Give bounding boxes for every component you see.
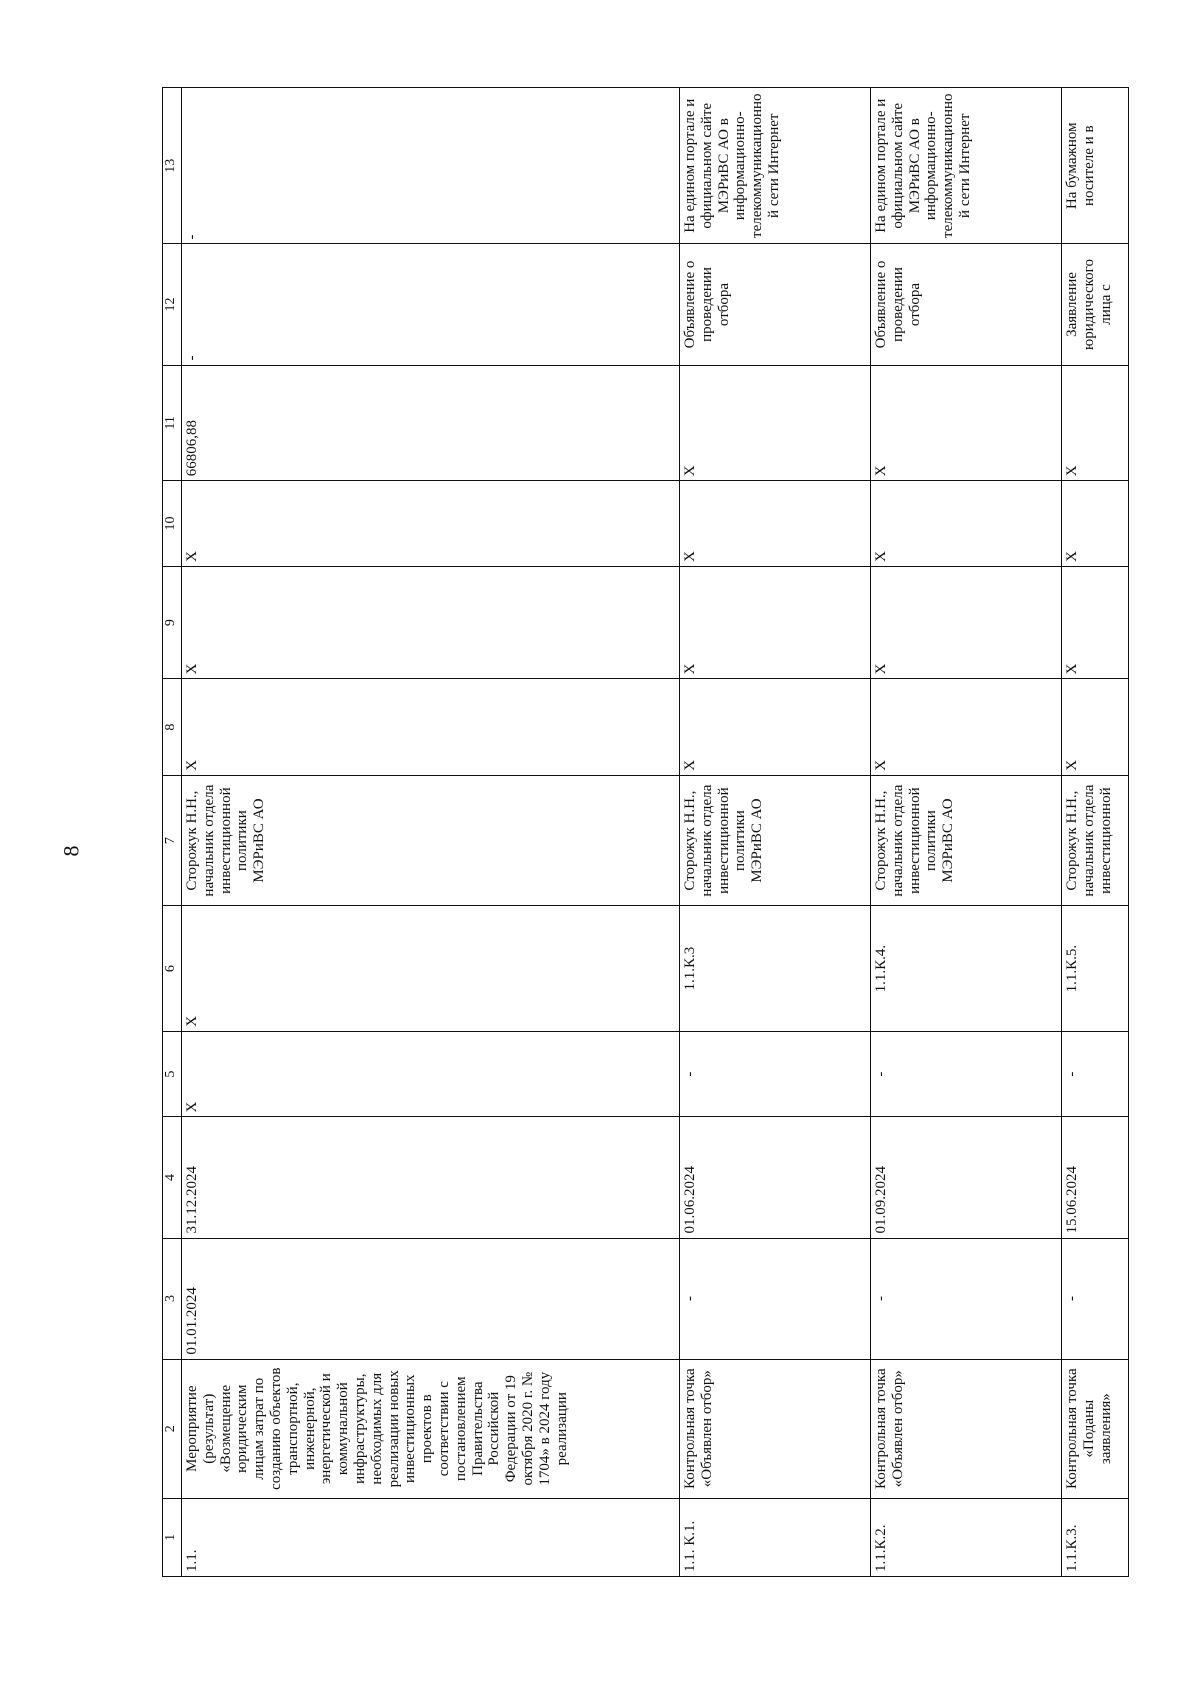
cell-col5: -: [871, 1031, 1062, 1117]
cell-col11: X: [871, 365, 1062, 481]
col-number: 12: [163, 244, 182, 365]
col-number: 2: [163, 1359, 182, 1498]
cell-col8: X: [871, 679, 1062, 775]
page-number: 8: [58, 845, 84, 857]
col-number: 8: [163, 679, 182, 775]
cell-name: Контрольная точка «Объявлен отбор»: [871, 1359, 1062, 1498]
cell-col8: X: [1062, 679, 1129, 775]
cell-end-date: 01.06.2024: [680, 1117, 871, 1238]
cell-col10: X: [871, 481, 1062, 567]
cell-col8: X: [182, 679, 680, 775]
cell-responsible: Сторожук Н.Н., начальник отдела инвестиционной: [1062, 775, 1129, 906]
rotated-table-wrapper: [162, 87, 1129, 1577]
cell-col5: -: [1062, 1031, 1129, 1117]
col-number: 3: [163, 1238, 182, 1359]
cell-col9: X: [680, 566, 871, 678]
cell-name: Контрольная точка «Поданы заявления»: [1062, 1359, 1129, 1498]
cell-number: 1.1.: [182, 1498, 680, 1576]
cell-col9: X: [1062, 566, 1129, 678]
cell-start-date: -: [680, 1238, 871, 1359]
cell-start-date: -: [871, 1238, 1062, 1359]
cell-responsible: Сторожук Н.Н., начальник отдела инвестиционной политики МЭРиВС АО: [182, 775, 680, 906]
cell-col6: 1.1.К.4.: [871, 906, 1062, 1031]
cell-end-date: 01.09.2024: [871, 1117, 1062, 1238]
col-number: 11: [163, 365, 182, 481]
cell-col12: -: [182, 244, 680, 365]
table-row: [1062, 88, 1129, 1577]
cell-col11: X: [1062, 365, 1129, 481]
cell-col8: X: [680, 679, 871, 775]
cell-amount: 66806,88: [182, 365, 680, 481]
cell-source: На едином портале и официальном сайте МЭРиВС АО в информационно-телекоммуникационной сети Интернет: [871, 88, 1062, 244]
cell-end-date: 15.06.2024: [1062, 1117, 1129, 1238]
cell-responsible: Сторожук Н.Н., начальник отдела инвестиционной политики МЭРиВС АО: [871, 775, 1062, 906]
cell-result: Объявление о проведении отбора: [680, 244, 871, 365]
cell-start-date: -: [1062, 1238, 1129, 1359]
cell-col5: -: [680, 1031, 871, 1117]
cell-name: Мероприятие (результат) «Возмещение юридическим лицам затрат по созданию объектов транспортной, инженерной, энергетической и коммунальной инфраструктуры, необходимых для реализации новых инвестиционных проектов в соответствии с постановлением Правительства Российской Федерации от 19 октября 2020 г. № 1704» в 2024 году реализации: [182, 1359, 680, 1498]
cell-col10: X: [1062, 481, 1129, 567]
table-row: [182, 88, 680, 1577]
cell-number: 1.1.К.2.: [871, 1498, 1062, 1576]
col-number: 13: [163, 88, 182, 244]
cell-result: Объявление о проведении отбора: [871, 244, 1062, 365]
cell-col5: X: [182, 1031, 680, 1117]
cell-col6: X: [182, 906, 680, 1031]
cell-result: Заявление юридического лица с: [1062, 244, 1129, 365]
cell-col9: X: [182, 566, 680, 678]
cell-col9: X: [871, 566, 1062, 678]
cell-col10: X: [680, 481, 871, 567]
cell-source: На бумажном носителе и в: [1062, 88, 1129, 244]
cell-source: На едином портале и официальном сайте МЭРиВС АО в информационно-телекоммуникационной сети Интернет: [680, 88, 871, 244]
col-number: 7: [163, 775, 182, 906]
cell-responsible: Сторожук Н.Н., начальник отдела инвестиционной политики МЭРиВС АО: [680, 775, 871, 906]
cell-number: 1.1. К.1.: [680, 1498, 871, 1576]
col-number: 10: [163, 481, 182, 567]
cell-col11: X: [680, 365, 871, 481]
column-number-row: [163, 88, 182, 1577]
table-row: [680, 88, 871, 1577]
cell-name: Контрольная точка «Объявлен отбор»: [680, 1359, 871, 1498]
cell-end-date: 31.12.2024: [182, 1117, 680, 1238]
col-number: 9: [163, 566, 182, 678]
cell-start-date: 01.01.2024: [182, 1238, 680, 1359]
col-number: 1: [163, 1498, 182, 1576]
col-number: 6: [163, 906, 182, 1031]
cell-col13: -: [182, 88, 680, 244]
cell-col6: 1.1.К.3: [680, 906, 871, 1031]
cell-col6: 1.1.К.5.: [1062, 906, 1129, 1031]
plan-table: [162, 87, 1129, 1577]
cell-number: 1.1.К.3.: [1062, 1498, 1129, 1576]
col-number: 4: [163, 1117, 182, 1238]
col-number: 5: [163, 1031, 182, 1117]
table-row: [871, 88, 1062, 1577]
cell-col10: X: [182, 481, 680, 567]
